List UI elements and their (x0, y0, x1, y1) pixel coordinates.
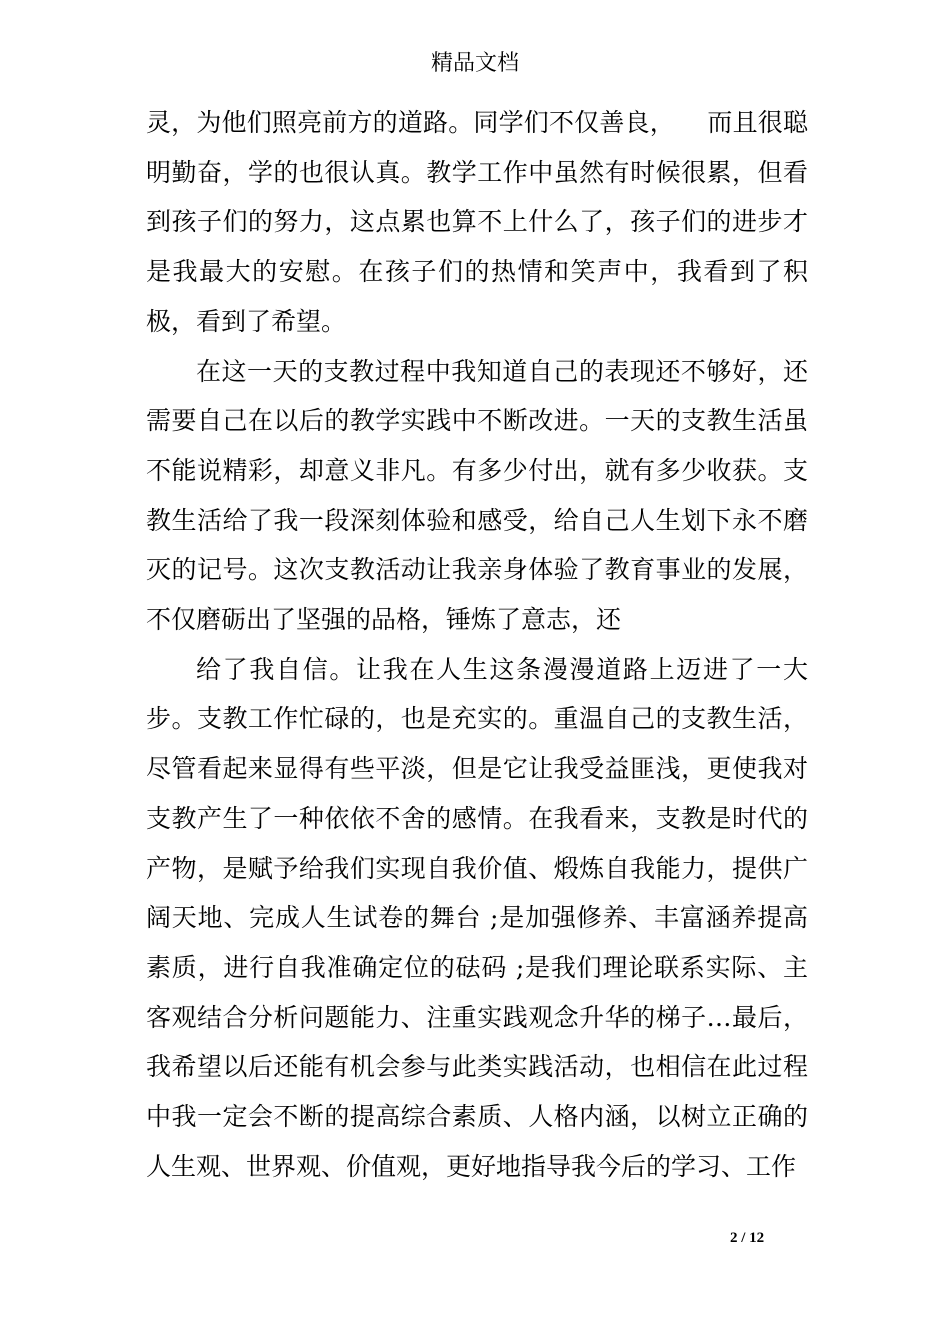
paragraph-continuation: 灵，为他们照亮前方的道路。同学们不仅善良， 而且很聪明勤奋，学的也很认真。教学工作中虽然有时候很累，但看到孩子们的努力，这点累也算不上什么了，孩子们的进步才是我最大的安慰。在孩子们的热情和笑声中，我看到了积极，看到了希望。 (146, 108, 808, 336)
page-number: 2 / 12 (730, 1230, 765, 1246)
page-header: 精品文档 (430, 51, 519, 76)
paragraph: 在这一天的支教过程中我知道自己的表现还不够好，还需要自己在以后的教学实践中不断改进。一天的支教生活虽不能说精彩，却意义非凡。有多少付出，就有多少收获。支教生活给了我一段深刻体验和感受，给自己人生划下永不磨灭的记号。这次支教活动让我亲身体验了教育事业的发展，不仅磨砺出了坚强的品格，锤炼了意志，还 (146, 356, 808, 635)
document-body (146, 98, 808, 1191)
paragraph: 给了我自信。让我在人生这条漫漫道路上迈进了一大步。支教工作忙碌的，也是充实的。重温自己的支教生活，尽管看起来显得有些平淡，但是它让我受益匪浅，更使我对支教产生了一种依依不舍的感情。在我看来，支教是时代的产物，是赋予给我们实现自我价值、煅炼自我能力，提供广阔天地、完成人生试卷的舞台 ;是加强修养、丰富涵养提高素质，进行自我准确定位的砝码 ;是我们理论联系实际、主客观结合分析问题能力、注重实践观念升华的梯子…最后，我希望以后还能有机会参与此类实践活动，也相信在此过程中我一定会不断的提高综合素质、人格内涵，以树立正确的人生观、世界观、价值观，更好地指导我今后的学习、工作 (146, 654, 808, 1181)
